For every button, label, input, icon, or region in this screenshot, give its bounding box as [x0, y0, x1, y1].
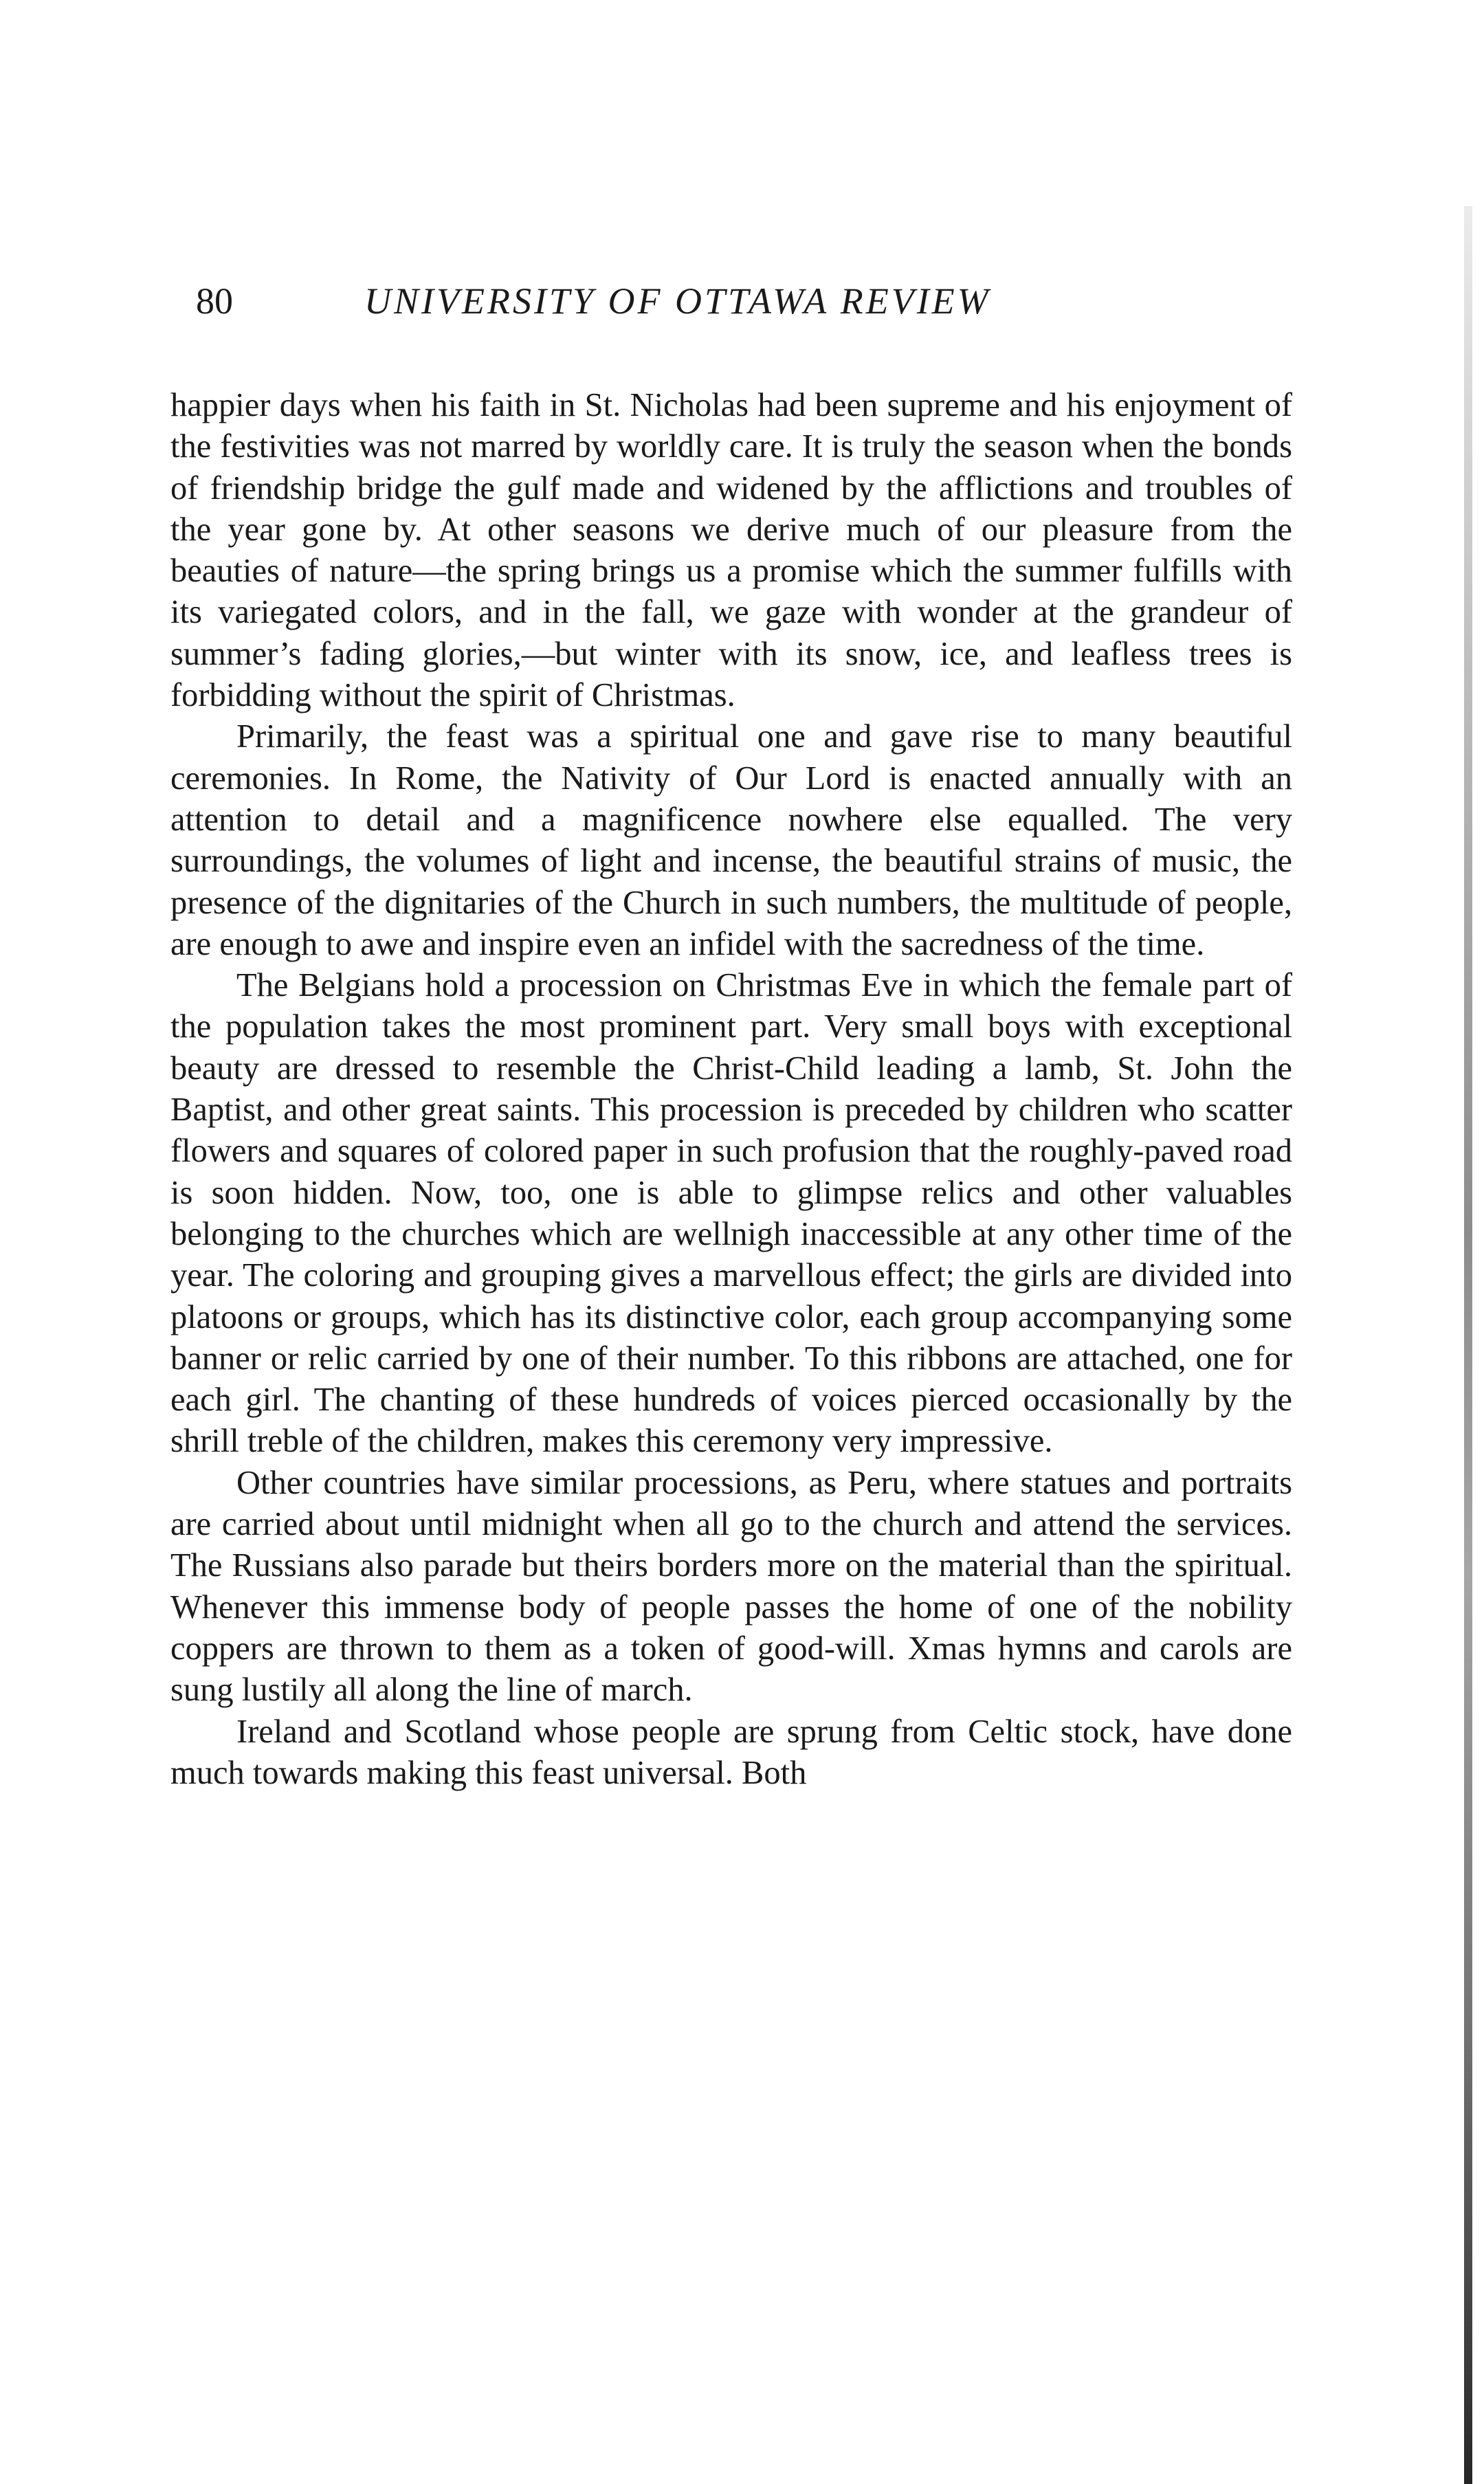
paragraph-4: Other countries have similar processions, as Peru, where statues and portraits are carried about until midnight when all go to the church and attend the services. The Russians also parade but theirs borders more on the material than the spiritual. Whenever this immense body of people passes the home of one of the nobility coppers are thrown to them as a token of good-will. Xmas hymns and carols are sung lustily all along the line of march.: [170, 1464, 1292, 1709]
page-number: 80: [196, 280, 233, 322]
paragraph-3: The Belgians hold a procession on Christmas Eve in which the female part of the population takes the most prominent part. Very small boys with exceptional beauty are dressed to resemble the Christ-Child leading a lamb, St. John the Baptist, and other great saints. This procession is preceded by children who scatter flowers and squares of colored paper in such profusion that the roughly-paved road is soon hidden. Now, too, one is able to glimpse relics and other valuables belonging to the churches which are wellnigh inaccessible at any other time of the year. The coloring and grouping gives a marvellous effect; the girls are divided into platoons or groups, which has its distinctive color, each group accompanying some banner or relic carried by one of their number. To this ribbons are attached, one for each girl. The chanting of these hundreds of voices pierced occasionally by the shrill treble of the children, makes this ceremony very impressive.: [170, 967, 1292, 1460]
paragraph-5: Ireland and Scotland whose people are sprung from Celtic stock, have done much towards making this feast universal. Both: [170, 1713, 1292, 1791]
paragraph-2: Primarily, the feast was a spiritual one and gave rise to many beautiful ceremonies. In Rome, the Nativity of Our Lord is enacted annually with an attention to detail and a magnificence nowhere else equalled. The very surroundings, the volumes of light and incense, the beautiful strains of music, the presence of the dignitaries of the Church in such numbers, the multitude of people, are enough to awe and inspire even an infidel with the sacredness of the time.: [170, 718, 1292, 962]
scan-page-edge: [1464, 206, 1472, 2484]
running-title: UNIVERSITY OF OTTAWA REVIEW: [364, 280, 991, 322]
page-header: [196, 271, 1296, 333]
paragraph-1: happier days when his faith in St. Nicholas had been supreme and his enjoyment of the festivities was not marred by worldly care. It is truly the season when the bonds of friendship bridge the gulf made and widened by the afflictions and troubles of the year gone by. At other seasons we derive much of our pleasure from the beauties of nature—the spring brings us a promise which the summer fulfills with its variegated colors, and in the fall, we gaze with wonder at the grandeur of summer’s fading glories,—but winter with its snow, ice, and leafless trees is forbidding without the spirit of Christmas.: [170, 387, 1292, 714]
article-body: [170, 385, 1292, 1794]
